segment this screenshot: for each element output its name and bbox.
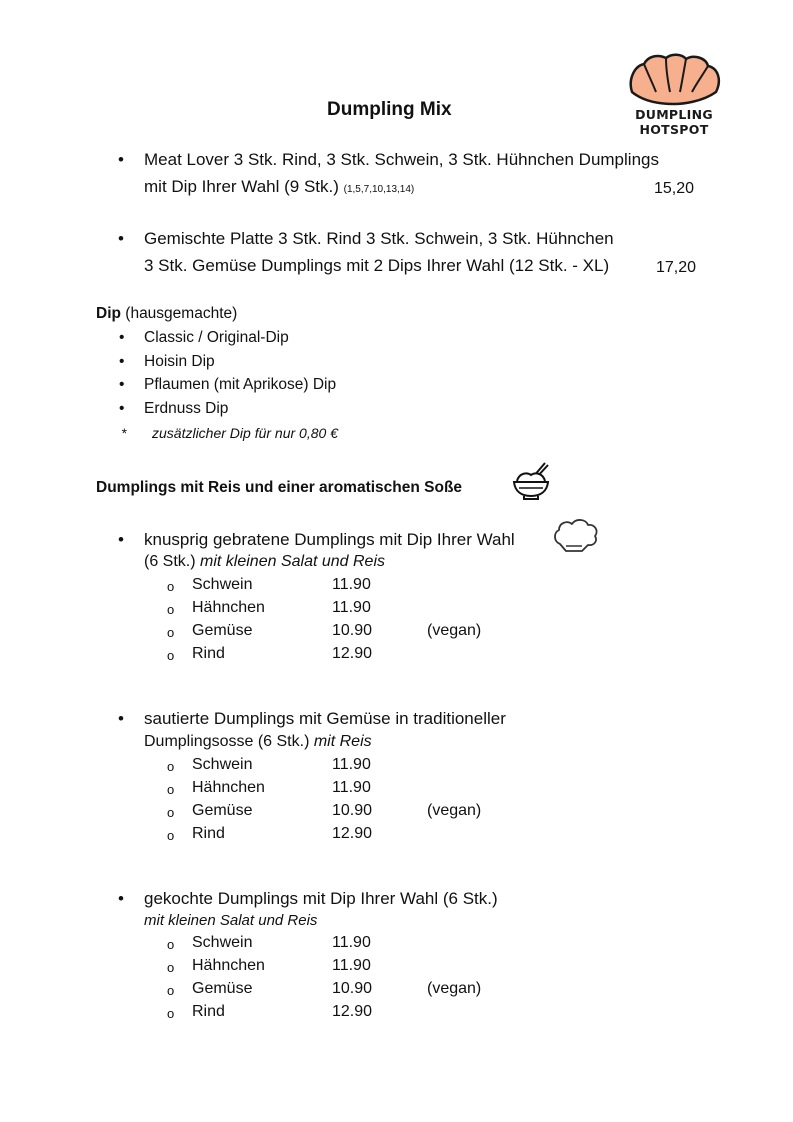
bullet-icon: • [118, 709, 124, 728]
bullet-icon: • [118, 229, 124, 248]
dish-note: mit kleinen Salat und Reis [200, 553, 385, 570]
circle-bullet-icon: o [167, 602, 175, 617]
circle-bullet-icon: o [167, 960, 175, 975]
bullet-icon: • [119, 353, 125, 370]
option-name: Hähnchen [192, 779, 265, 796]
option-price: 12.90 [332, 825, 373, 842]
allergen-codes: (1,5,7,10,13,14) [343, 184, 415, 195]
circle-bullet-icon: o [167, 1006, 175, 1021]
section-title: Dumplings mit Reis und einer aromatischen Soße [96, 479, 463, 496]
logo [622, 52, 726, 142]
option-name: Schwein [192, 756, 253, 773]
dip-item: Pflaumen (mit Aprikose) Dip [144, 376, 337, 393]
rice-bowl-icon [511, 461, 551, 501]
option-name: Gemüse [192, 622, 253, 639]
dish-line2: Dumplingsosse (6 Stk.) mit Reis [144, 733, 372, 750]
bullet-icon: • [118, 150, 124, 169]
mix-item-price: 15,20 [654, 180, 695, 197]
option-price: 11.90 [332, 779, 371, 796]
option-name: Gemüse [192, 980, 253, 997]
dip-item: Classic / Original-Dip [144, 329, 289, 346]
circle-bullet-icon: o [167, 828, 175, 843]
dish-note: mit Reis [313, 733, 372, 750]
dip-note-marker: * [121, 425, 127, 441]
mix-item-line2: mit Dip Ihrer Wahl (9 Stk.) (1,5,7,10,13,14) [144, 177, 415, 196]
dip-item: Hoisin Dip [144, 353, 215, 370]
circle-bullet-icon: o [167, 937, 175, 952]
bullet-icon: • [119, 329, 125, 346]
option-price: 11.90 [332, 599, 371, 616]
circle-bullet-icon: o [167, 983, 175, 998]
dip-item: Erdnuss Dip [144, 400, 229, 417]
bullet-icon: • [118, 530, 124, 549]
dish-line2: (6 Stk.) mit kleinen Salat und Reis [144, 553, 385, 570]
option-name: Hähnchen [192, 599, 265, 616]
chef-hat-icon [552, 516, 600, 554]
circle-bullet-icon: o [167, 805, 175, 820]
option-name: Hähnchen [192, 957, 265, 974]
mix-item-line2: 3 Stk. Gemüse Dumplings mit 2 Dips Ihrer Wahl (12 Stk. - XL) [144, 256, 610, 275]
bullet-icon: • [119, 400, 125, 417]
dip-heading: Dip (hausgemachte) [96, 305, 238, 322]
option-name: Rind [192, 645, 225, 662]
option-name: Schwein [192, 576, 253, 593]
option-price: 11.90 [332, 756, 371, 773]
option-price: 11.90 [332, 576, 371, 593]
circle-bullet-icon: o [167, 625, 175, 640]
option-name: Rind [192, 1003, 225, 1020]
circle-bullet-icon: o [167, 579, 175, 594]
option-price: 10.90 [332, 622, 373, 639]
circle-bullet-icon: o [167, 782, 175, 797]
option-tag: (vegan) [427, 802, 482, 819]
page-title: Dumpling Mix [327, 99, 452, 120]
option-name: Rind [192, 825, 225, 842]
option-price: 11.90 [332, 934, 371, 951]
circle-bullet-icon: o [167, 759, 175, 774]
dish-line1: gekochte Dumplings mit Dip Ihrer Wahl (6 Stk.) [144, 889, 498, 908]
bullet-icon: • [118, 889, 124, 908]
option-tag: (vegan) [427, 622, 482, 639]
option-price: 10.90 [332, 802, 373, 819]
option-price: 11.90 [332, 957, 371, 974]
option-name: Schwein [192, 934, 253, 951]
dip-note: zusätzlicher Dip für nur 0,80 € [152, 425, 338, 441]
option-name: Gemüse [192, 802, 253, 819]
bullet-icon: • [119, 376, 125, 393]
mix-item-line1: Meat Lover 3 Stk. Rind, 3 Stk. Schwein, 3 Stk. Hühnchen Dumplings [144, 150, 659, 169]
dumpling-logo-icon [622, 52, 726, 108]
circle-bullet-icon: o [167, 648, 175, 663]
logo-line-2: HOTSPOT [639, 122, 709, 137]
dish-line1: knusprig gebratene Dumplings mit Dip Ihrer Wahl [144, 530, 515, 549]
option-price: 10.90 [332, 980, 373, 997]
logo-line-1: DUMPLING [635, 107, 713, 122]
option-tag: (vegan) [427, 980, 482, 997]
dip-heading-note: (hausgemachte) [125, 305, 238, 322]
dish-note: mit kleinen Salat und Reis [144, 912, 318, 929]
dish-line1: sautierte Dumplings mit Gemüse in traditioneller [144, 709, 506, 728]
option-price: 12.90 [332, 645, 373, 662]
mix-item-price: 17,20 [656, 259, 697, 276]
option-price: 12.90 [332, 1003, 373, 1020]
mix-item-line1: Gemischte Platte 3 Stk. Rind 3 Stk. Schwein, 3 Stk. Hühnchen [144, 229, 614, 248]
